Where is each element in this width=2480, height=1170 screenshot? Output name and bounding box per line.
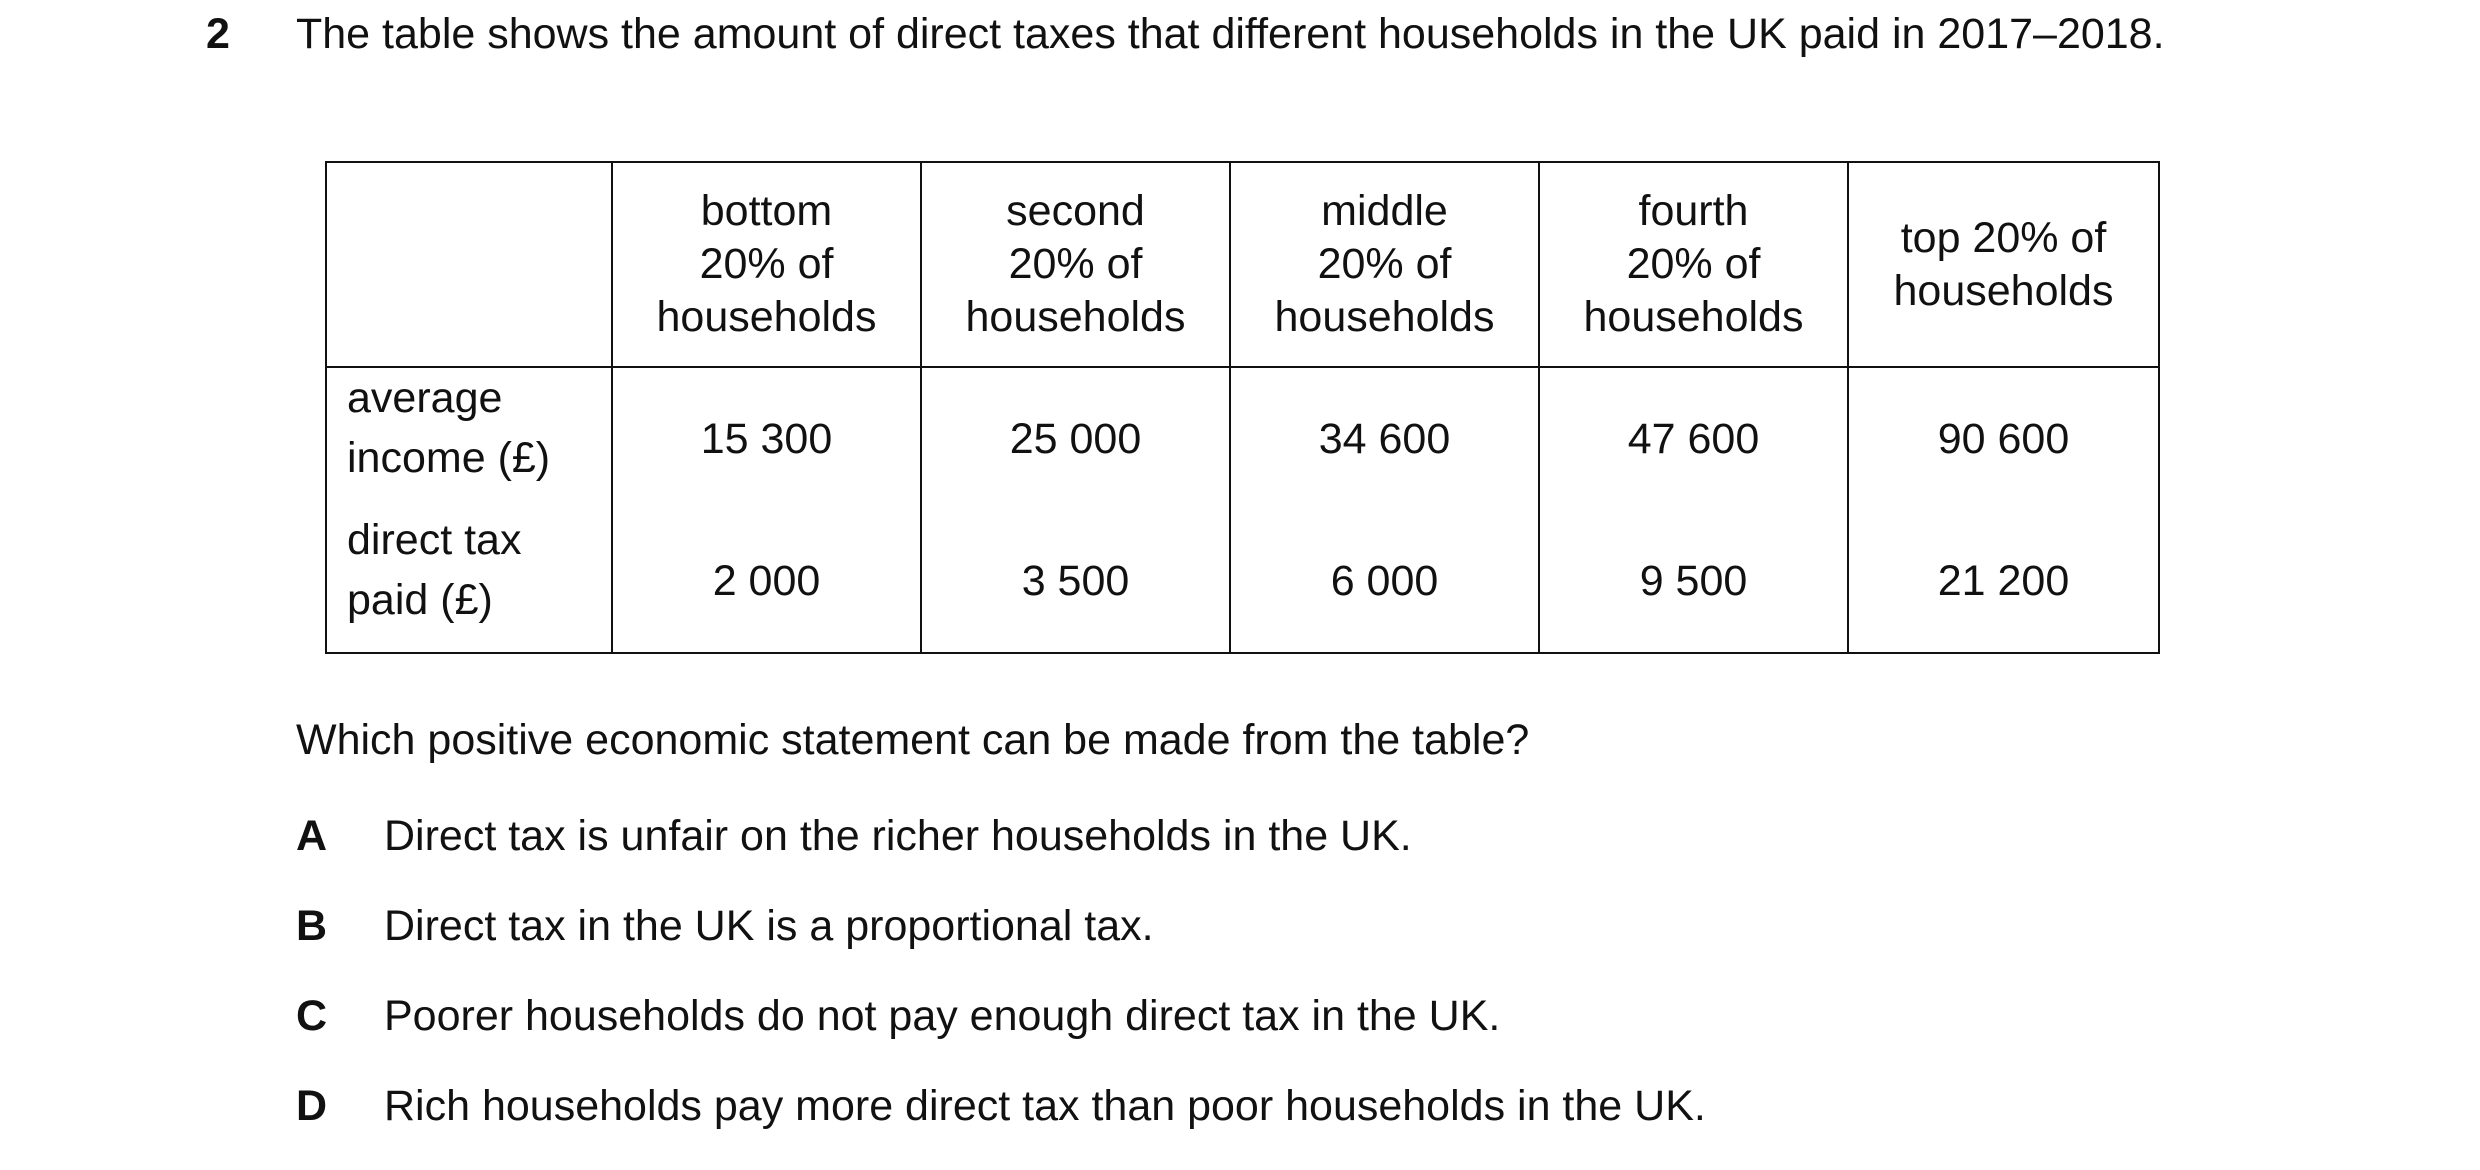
- column-header-line: 20% of: [1317, 240, 1452, 288]
- table-cell: 21 200: [1848, 510, 2159, 653]
- option-text: Direct tax is unfair on the richer households in the UK.: [384, 812, 1412, 860]
- column-header-line: households: [965, 293, 1186, 341]
- column-header-line: top 20% of: [1900, 213, 2107, 262]
- row-label-line: direct tax: [347, 516, 522, 564]
- table-row-average-income: [326, 367, 2159, 510]
- column-header: [1848, 162, 2159, 367]
- table-cell: 3 500: [921, 510, 1230, 653]
- option-letter: A: [296, 812, 328, 860]
- row-label: [326, 510, 612, 653]
- table-cell: 25 000: [921, 367, 1230, 510]
- column-header-line: bottom: [700, 187, 833, 235]
- question-number: 2: [206, 10, 230, 58]
- column-header: [1230, 162, 1539, 367]
- table-header-row: [326, 162, 2159, 367]
- column-header-line: fourth: [1638, 187, 1749, 235]
- table-row-direct-tax: [326, 510, 2159, 653]
- column-header-line: middle: [1321, 187, 1448, 235]
- table-cell: 47 600: [1539, 367, 1848, 510]
- table-cell: 2 000: [612, 510, 921, 653]
- option-text: Poorer households do not pay enough direct tax in the UK.: [384, 992, 1501, 1040]
- column-header-line: second: [1006, 187, 1145, 235]
- row-label-line: average: [347, 374, 503, 422]
- table-cell: 15 300: [612, 367, 921, 510]
- column-header-line: households: [1583, 293, 1804, 341]
- column-header: [921, 162, 1230, 367]
- column-header-line: 20% of: [1626, 240, 1761, 288]
- household-tax-table: [325, 161, 2160, 654]
- option-text: Direct tax in the UK is a proportional tax.: [384, 902, 1154, 950]
- option-letter: B: [296, 902, 328, 950]
- column-header: [612, 162, 921, 367]
- column-header-line: households: [656, 293, 877, 341]
- table-cell: 34 600: [1230, 367, 1539, 510]
- column-header-line: households: [1893, 266, 2114, 315]
- table-corner-cell: [326, 162, 612, 367]
- question-prompt: Which positive economic statement can be made from the table?: [296, 716, 1530, 764]
- table-cell: 90 600: [1848, 367, 2159, 510]
- option-letter: D: [296, 1082, 328, 1130]
- table-cell: 6 000: [1230, 510, 1539, 653]
- option-letter: C: [296, 992, 328, 1040]
- question-text: The table shows the amount of direct taxes that different households in the UK paid in 2017–2018.: [296, 10, 2165, 58]
- row-label-line: income (£): [347, 434, 551, 482]
- row-label: [326, 367, 612, 510]
- row-label-line: paid (£): [347, 576, 493, 624]
- table-cell: 9 500: [1539, 510, 1848, 653]
- column-header-line: 20% of: [1008, 240, 1143, 288]
- column-header: [1539, 162, 1848, 367]
- option-text: Rich households pay more direct tax than poor households in the UK.: [384, 1082, 1706, 1130]
- column-header-line: households: [1274, 293, 1495, 341]
- column-header-line: 20% of: [699, 240, 834, 288]
